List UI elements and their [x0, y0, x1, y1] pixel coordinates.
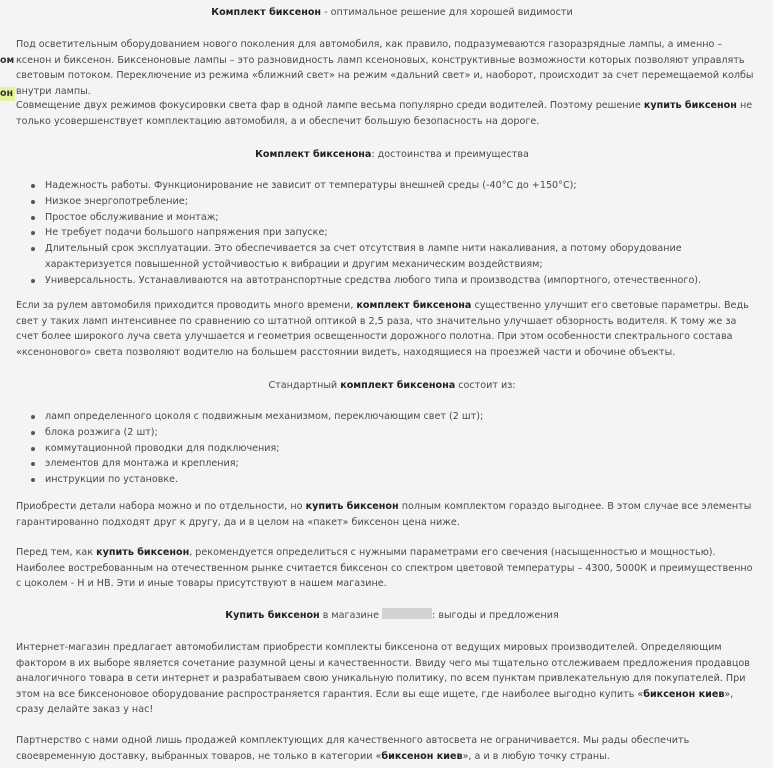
- list-item: Низкое энергопотребление;: [45, 194, 745, 210]
- text-part: Партнерство с нами одной лишь продажей комплектующих для качественного автосвета не ограничивается. Мы рады обеспечить своевременную доставку, выбранных товаров, не только в категории «: [16, 735, 690, 762]
- text-part: Приобрести детали набора можно и по отдельности, но: [16, 501, 306, 512]
- list-item: Длительный срок эксплуатации. Это обеспечивается за счет отсутствия в лампе нити накаливания, а потому оборудование характеризуется повышенной устойчивостью к вибрации и другим механическим воздействиям;: [45, 241, 745, 273]
- paragraph-combo: [16, 98, 756, 129]
- redacted-store-name: [382, 608, 432, 619]
- text-part: существенно улучшит его световые параметры. Ведь свет у таких ламп интенсивнее по сравнению со штатной оптикой в 2,5 раза, что значительно улучшает обзорность водителя. К тому же за счет более широкого луча света улучшается и геометрия освещенности дорожного полотна. При этом особенности спектрального состава «ксенонового» света позволяют водителю на большем расстоянии видеть, находящиеся на проезжей части и обочине объекты.: [16, 300, 749, 358]
- list-item: Универсальность. Устанавливаются на автотранспортные средства любого типа и производства (импортного, отечественного).: [45, 273, 745, 289]
- components-list: [16, 409, 745, 488]
- keyword-bixenon-kiev: биксенон киев: [643, 688, 725, 700]
- heading-kit-bold: Комплект биксенон: [211, 7, 322, 18]
- list-item: ламп определенного цоколя с подвижным механизмом, переключающим свет (2 шт);: [45, 409, 745, 425]
- text-part: », а и в любую точку страны.: [462, 750, 610, 762]
- keyword-buy-bixenon: купить биксенон: [305, 501, 399, 512]
- keyword-bixenon-kiev: биксенон киев: [381, 750, 463, 762]
- paragraph-intro: Под осветительным оборудованием нового поколения для автомобиля, как правило, подразумеваются газоразрядные лампы, а именно – ксенон и биксенон. Биксеноновые лампы – это разновидность ламп ксеноновых, конструктивные возможности которых позволяют управлять световым потоком. Переключение из режима «ближний свет» на режим «дальний свет» и, наоборот, происходит за счет перемещаемой колбы внутри лампы.: [16, 39, 754, 97]
- list-item: элементов для монтажа и крепления;: [45, 456, 745, 472]
- text-part: Стандартный: [268, 380, 341, 391]
- side-highlight-fragment[interactable]: он: [0, 88, 14, 99]
- keyword-buy-bixenon: Купить биксенон: [225, 610, 320, 621]
- text-part: », сразу делайте заказ у нас!: [16, 688, 734, 716]
- keyword-kit: комплект биксенона: [340, 380, 456, 391]
- text-part: Перед тем, как: [16, 547, 97, 558]
- text-part: Совмещение двух режимов фокусировки света фар в одной лампе весьма популярно среди водителей. Поэтому решение: [16, 100, 644, 111]
- paragraph-before-buy: [16, 545, 756, 592]
- heading-advantages-rest: : достоинства и преимущества: [371, 149, 529, 160]
- keyword-kit: комплект биксенона: [356, 300, 472, 311]
- keyword-buy-bixenon: купить биксенон: [96, 547, 190, 558]
- heading-components: [16, 378, 768, 394]
- text-part: в магазине: [319, 610, 383, 621]
- text-part: полным комплектом гораздо выгоднее. В этом случае все элементы гарантированно подходят друг к другу, да и в целом на «пакет» биксенон цена ниже.: [16, 501, 752, 528]
- list-item: Не требует подачи большого напряжения при запуске;: [45, 225, 745, 241]
- text-part: : выгоды и предложения: [432, 610, 559, 621]
- text-part: , рекомендуется определиться с нужными параметрами его свечения (насыщенностью и мощностью). Наиболее востребованным на отечественном рынке считается биксенон со спектром цветовой температуры – 4300, 5000К и преимущественно с цоколем - H и HB. Эти и иные товары присутствуют в нашем магазине.: [16, 547, 753, 590]
- list-item: Надежность работы. Функционирование не зависит от температуры внешней среды (-40°C до +150°C);: [45, 178, 745, 194]
- heading-kit: [16, 5, 768, 21]
- text-part: Если за рулем автомобиля приходится проводить много времени,: [16, 300, 357, 311]
- paragraph-driving: [16, 298, 756, 360]
- text-part: Интернет-магазин предлагает автомобилистам приобрести комплекты биксенона от ведущих мировых производителей. Определяющим фактором в их выборе является сочетание разумной цены и качественности. Ввиду чего мы тщательно отслеживаем предложения продавцов аналогичного товара в сети интернет и разрабатываем свою уникальную политику, по всем пунктам привлекательную для покупателей. При этом на все биксеноновое оборудование распространяется гарантия. Если вы еще ищете, где наиболее выгодно купить «: [16, 642, 750, 700]
- keyword-buy-bixenon: купить биксенон: [643, 100, 737, 111]
- heading-advantages: [16, 147, 768, 163]
- heading-kit-rest: - оптимальное решение для хорошей видимости: [321, 7, 573, 18]
- list-item: блока розжига (2 шт);: [45, 425, 745, 441]
- paragraph-partnership: [16, 733, 756, 764]
- advantages-list: [16, 178, 745, 289]
- list-item: инструкции по установке.: [45, 472, 745, 488]
- paragraph-separately: [16, 499, 756, 530]
- side-tab-fragment[interactable]: ом: [0, 55, 15, 66]
- text-part: не только усовершенствует комплектацию автомобиля, а и обеспечит большую безопасность на дороге.: [16, 100, 753, 127]
- list-item: Простое обслуживание и монтаж;: [45, 210, 745, 226]
- text-part: состоит из:: [455, 380, 516, 391]
- list-item: коммутационной проводки для подключения;: [45, 441, 745, 457]
- paragraph-shop: [16, 640, 756, 718]
- heading-advantages-bold: Комплект биксенона: [255, 149, 372, 160]
- heading-shop: [16, 608, 768, 624]
